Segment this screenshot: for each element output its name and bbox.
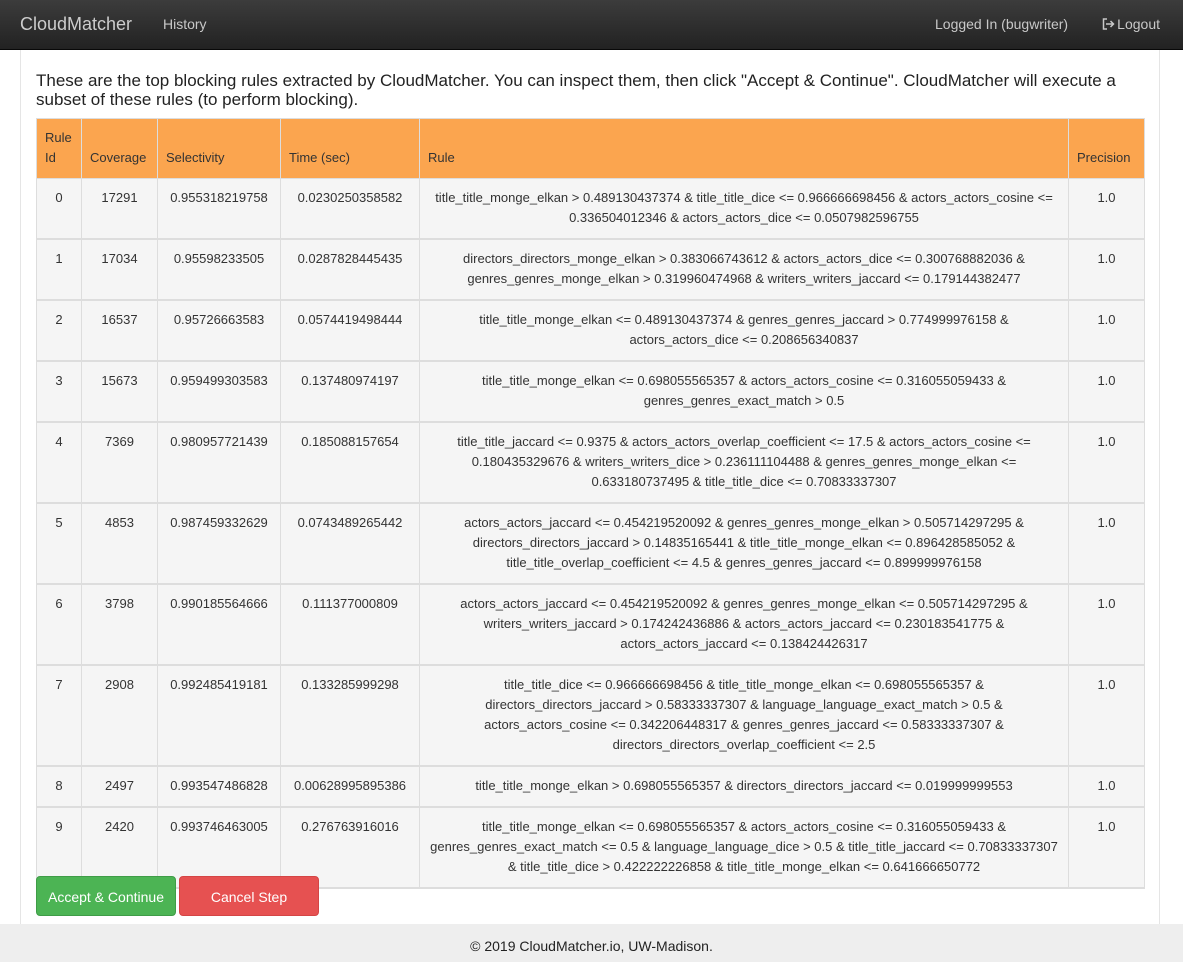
precision-cell: 1.0	[1069, 239, 1145, 300]
coverage-cell: 15673	[82, 361, 158, 422]
rules-table	[36, 118, 1145, 889]
rule-id-cell: 0	[37, 179, 82, 240]
header-precision: Precision	[1069, 119, 1145, 179]
rule-id-cell: 7	[37, 665, 82, 766]
table-row	[37, 665, 1145, 766]
precision-cell: 1.0	[1069, 807, 1145, 888]
coverage-cell: 2497	[82, 766, 158, 807]
precision-cell: 1.0	[1069, 422, 1145, 503]
time-cell: 0.137480974197	[281, 361, 420, 422]
time-cell: 0.0230250358582	[281, 179, 420, 240]
coverage-cell: 17291	[82, 179, 158, 240]
rule-id-cell: 9	[37, 807, 82, 888]
logout-link[interactable]	[1102, 16, 1160, 32]
selectivity-cell: 0.95598233505	[158, 239, 281, 300]
coverage-cell: 17034	[82, 239, 158, 300]
coverage-cell: 16537	[82, 300, 158, 361]
time-cell: 0.111377000809	[281, 584, 420, 665]
selectivity-cell: 0.993547486828	[158, 766, 281, 807]
time-cell: 0.0574419498444	[281, 300, 420, 361]
selectivity-cell: 0.95726663583	[158, 300, 281, 361]
rule-cell: title_title_monge_elkan > 0.489130437374 & title_title_dice <= 0.966666698456 & actors_actors_cosine <= 0.336504012346 & actors_actors_dice <= 0.0507982596755	[420, 179, 1069, 240]
table-row	[37, 300, 1145, 361]
time-cell: 0.276763916016	[281, 807, 420, 888]
selectivity-cell: 0.990185564666	[158, 584, 281, 665]
time-cell: 0.133285999298	[281, 665, 420, 766]
rule-cell: actors_actors_jaccard <= 0.454219520092 & genres_genres_monge_elkan > 0.505714297295 & directors_directors_jaccard > 0.14835165441 & title_title_monge_elkan <= 0.896428585052 & title_title_overlap_coefficient <= 4.5 & genres_genres_jaccard <= 0.899999976158	[420, 503, 1069, 584]
table-row	[37, 239, 1145, 300]
table-row	[37, 766, 1145, 807]
time-cell: 0.185088157654	[281, 422, 420, 503]
rule-cell: title_title_dice <= 0.966666698456 & title_title_monge_elkan <= 0.698055565357 & directors_directors_jaccard > 0.58333337307 & language_language_exact_match > 0.5 & actors_actors_cosine <= 0.342206448317 & genres_genres_jaccard <= 0.58333337307 & directors_directors_overlap_coefficient <= 2.5	[420, 665, 1069, 766]
selectivity-cell: 0.987459332629	[158, 503, 281, 584]
selectivity-cell: 0.993746463005	[158, 807, 281, 888]
selectivity-cell: 0.992485419181	[158, 665, 281, 766]
navbar	[0, 0, 1183, 50]
coverage-cell: 2420	[82, 807, 158, 888]
rule-id-cell: 6	[37, 584, 82, 665]
coverage-cell: 7369	[82, 422, 158, 503]
table-row	[37, 503, 1145, 584]
table-row	[37, 422, 1145, 503]
accept-continue-button[interactable]: Accept & Continue	[36, 876, 176, 916]
precision-cell: 1.0	[1069, 361, 1145, 422]
cancel-step-button[interactable]: Cancel Step	[179, 876, 319, 916]
selectivity-cell: 0.959499303583	[158, 361, 281, 422]
precision-cell: 1.0	[1069, 179, 1145, 240]
table-row	[37, 361, 1145, 422]
precision-cell: 1.0	[1069, 584, 1145, 665]
precision-cell: 1.0	[1069, 766, 1145, 807]
time-cell: 0.00628995895386	[281, 766, 420, 807]
header-time: Time (sec)	[281, 119, 420, 179]
rule-cell: title_title_monge_elkan <= 0.489130437374 & genres_genres_jaccard > 0.774999976158 & actors_actors_dice <= 0.208656340837	[420, 300, 1069, 361]
rule-id-cell: 1	[37, 239, 82, 300]
rule-id-cell: 3	[37, 361, 82, 422]
header-rule: Rule	[420, 119, 1069, 179]
rule-cell: title_title_monge_elkan <= 0.698055565357 & actors_actors_cosine <= 0.316055059433 & genres_genres_exact_match > 0.5	[420, 361, 1069, 422]
intro-text: These are the top blocking rules extracted by CloudMatcher. You can inspect them, then click "Accept & Continue". CloudMatcher will execute a subset of these rules (to perform blocking).	[36, 71, 1116, 109]
header-rule-id: Rule Id	[37, 119, 82, 179]
rule-id-cell: 8	[37, 766, 82, 807]
nav-history-link[interactable]: History	[163, 16, 207, 32]
rule-cell: title_title_monge_elkan <= 0.698055565357 & actors_actors_cosine <= 0.316055059433 & genres_genres_exact_match <= 0.5 & language_language_dice > 0.5 & title_title_jaccard <= 0.70833337307 & title_title_dice > 0.422222226858 & title_title_monge_elkan <= 0.641666650772	[420, 807, 1069, 888]
precision-cell: 1.0	[1069, 665, 1145, 766]
time-cell: 0.0287828445435	[281, 239, 420, 300]
precision-cell: 1.0	[1069, 300, 1145, 361]
brand-link[interactable]: CloudMatcher	[20, 14, 133, 34]
rule-id-cell: 5	[37, 503, 82, 584]
header-coverage: Coverage	[82, 119, 158, 179]
logout-icon	[1102, 18, 1115, 30]
selectivity-cell: 0.955318219758	[158, 179, 281, 240]
header-selectivity: Selectivity	[158, 119, 281, 179]
precision-cell: 1.0	[1069, 503, 1145, 584]
coverage-cell: 2908	[82, 665, 158, 766]
logout-label: Logout	[1117, 16, 1160, 32]
table-header-row	[37, 119, 1145, 179]
footer: © 2019 CloudMatcher.io, UW-Madison.	[0, 924, 1183, 962]
rule-cell: title_title_monge_elkan > 0.698055565357 & directors_directors_jaccard <= 0.019999999553	[420, 766, 1069, 807]
rule-cell: actors_actors_jaccard <= 0.454219520092 & genres_genres_monge_elkan <= 0.505714297295 & writers_writers_jaccard > 0.174242436886 & actors_actors_jaccard <= 0.230183541775 & actors_actors_jaccard <= 0.138424426317	[420, 584, 1069, 665]
table-row	[37, 179, 1145, 240]
rule-cell: directors_directors_monge_elkan > 0.383066743612 & actors_actors_dice <= 0.300768882036 & genres_genres_monge_elkan > 0.319960474968 & writers_writers_jaccard <= 0.179144382477	[420, 239, 1069, 300]
rule-cell: title_title_jaccard <= 0.9375 & actors_actors_overlap_coefficient <= 17.5 & actors_actors_cosine <= 0.180435329676 & writers_writers_dice > 0.236111104488 & genres_genres_monge_elkan <= 0.633180737495 & title_title_dice <= 0.70833337307	[420, 422, 1069, 503]
rule-id-cell: 4	[37, 422, 82, 503]
table-row	[37, 584, 1145, 665]
selectivity-cell: 0.980957721439	[158, 422, 281, 503]
rule-id-cell: 2	[37, 300, 82, 361]
logged-in-user-link[interactable]: Logged In (bugwriter)	[935, 16, 1069, 32]
time-cell: 0.0743489265442	[281, 503, 420, 584]
coverage-cell: 3798	[82, 584, 158, 665]
coverage-cell: 4853	[82, 503, 158, 584]
